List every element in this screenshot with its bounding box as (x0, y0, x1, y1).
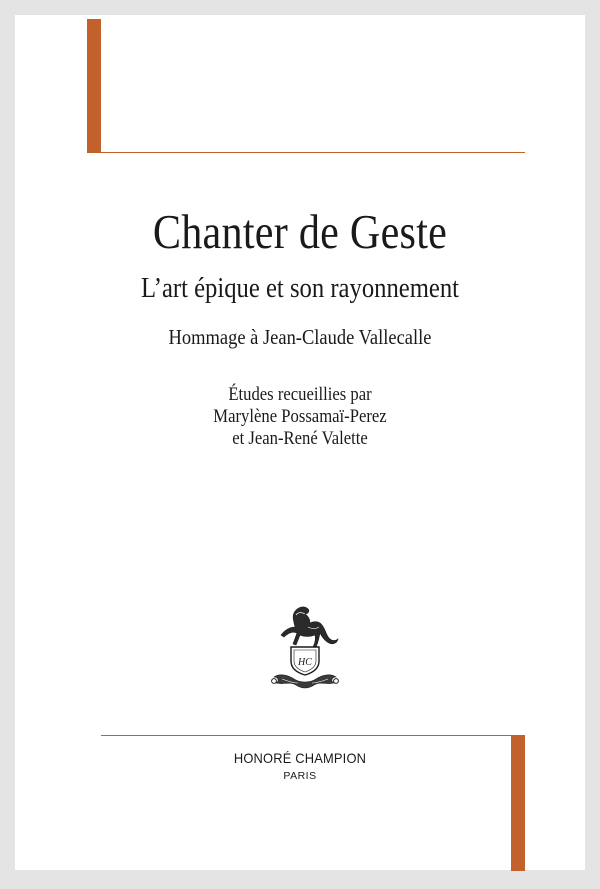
logo-monogram: HC (298, 657, 312, 668)
top-accent-rule (101, 152, 525, 153)
horse-emblem-icon (264, 603, 346, 695)
editors-block (44, 384, 557, 450)
book-title: Chanter de Geste (152, 204, 448, 259)
editors-line: et Jean-René Valette (232, 429, 368, 449)
publisher-city: PARIS (283, 770, 317, 782)
book-cover (15, 15, 585, 870)
publisher-name: HONORÉ CHAMPION (233, 750, 367, 766)
editors-line: Marylène Possamaï-Perez (213, 407, 387, 427)
bottom-accent-rule (101, 735, 511, 736)
book-subtitle: L’art épique et son rayonnement (140, 272, 460, 304)
top-accent-bar (87, 19, 101, 153)
book-dedication: Hommage à Jean-Claude Vallecalle (168, 325, 432, 349)
editors-line: Études recueillies par (228, 385, 372, 405)
